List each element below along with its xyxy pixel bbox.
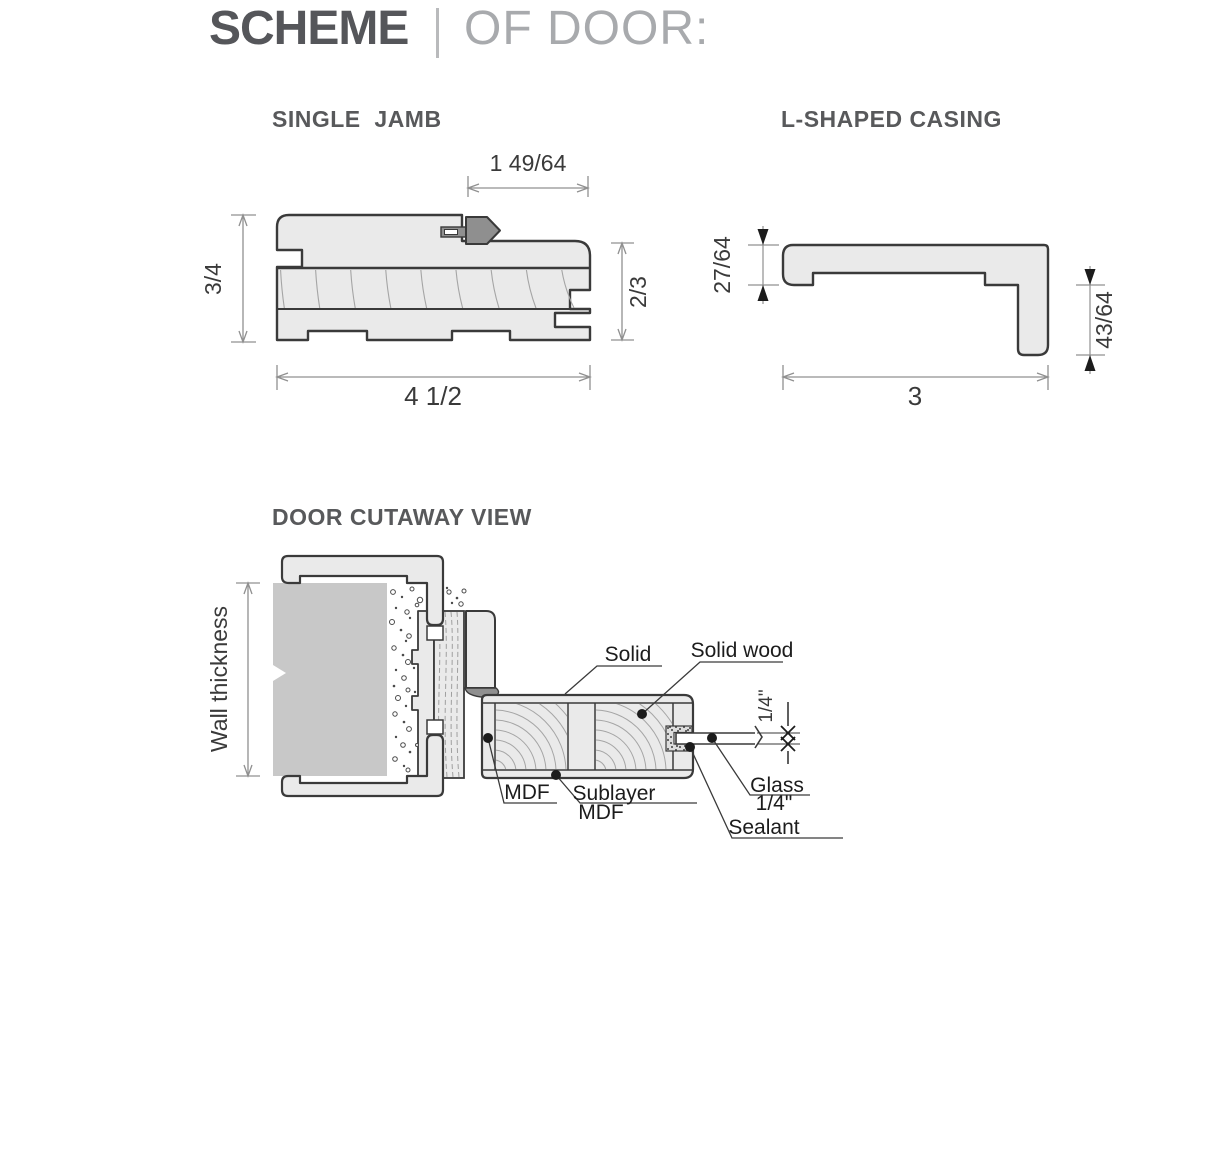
wall-thickness-dimension [236,583,260,776]
title-divider [436,8,439,58]
dimension-top [468,176,588,197]
dim-left-label: 27/64 [709,236,735,294]
solid-label: Solid [604,643,652,666]
dim-top-label: 1 49/64 [489,150,567,176]
dim-bottom-label: 3 [907,381,923,411]
single-jamb-heading: SINGLE JAMB [272,106,442,132]
door-stop [466,611,495,688]
cutaway-drawing [190,540,890,860]
glass-gap-label: 1/4" [756,689,777,723]
wall-thickness-label: Wall thickness [206,605,232,753]
sublayer-label-line2: MDF [578,801,624,824]
solid-wood-label: Solid wood [690,639,794,662]
sealant-label: Sealant [728,816,800,839]
glass-break-symbol [755,726,762,748]
sublayer-label-line1: Sublayer [572,782,656,805]
page-title-primary: SCHEME [209,2,409,55]
dimension-left [748,226,779,304]
dim-left-label: 3/4 [200,263,226,295]
single-jamb-drawing [190,135,680,420]
top-casing-notch [427,626,443,640]
mdf-label: MDF [504,781,550,804]
dim-right-label: 43/64 [1091,291,1117,349]
glass-label-line1: Glass [750,774,804,797]
bottom-casing-notch [427,720,443,734]
cutaway-heading: DOOR CUTAWAY VIEW [272,504,532,530]
dim-right-label: 2/3 [625,276,651,308]
l-casing-heading: L-SHAPED CASING [781,106,1002,132]
dim-bottom-label: 4 1/2 [404,381,462,411]
casing-profile [783,245,1048,355]
glass-label-line2: 1/4" [755,792,793,815]
page-title-secondary: OF DOOR: [464,2,710,55]
wall-section [273,583,387,776]
l-casing-drawing [680,135,1214,420]
dimension-left [231,215,256,342]
